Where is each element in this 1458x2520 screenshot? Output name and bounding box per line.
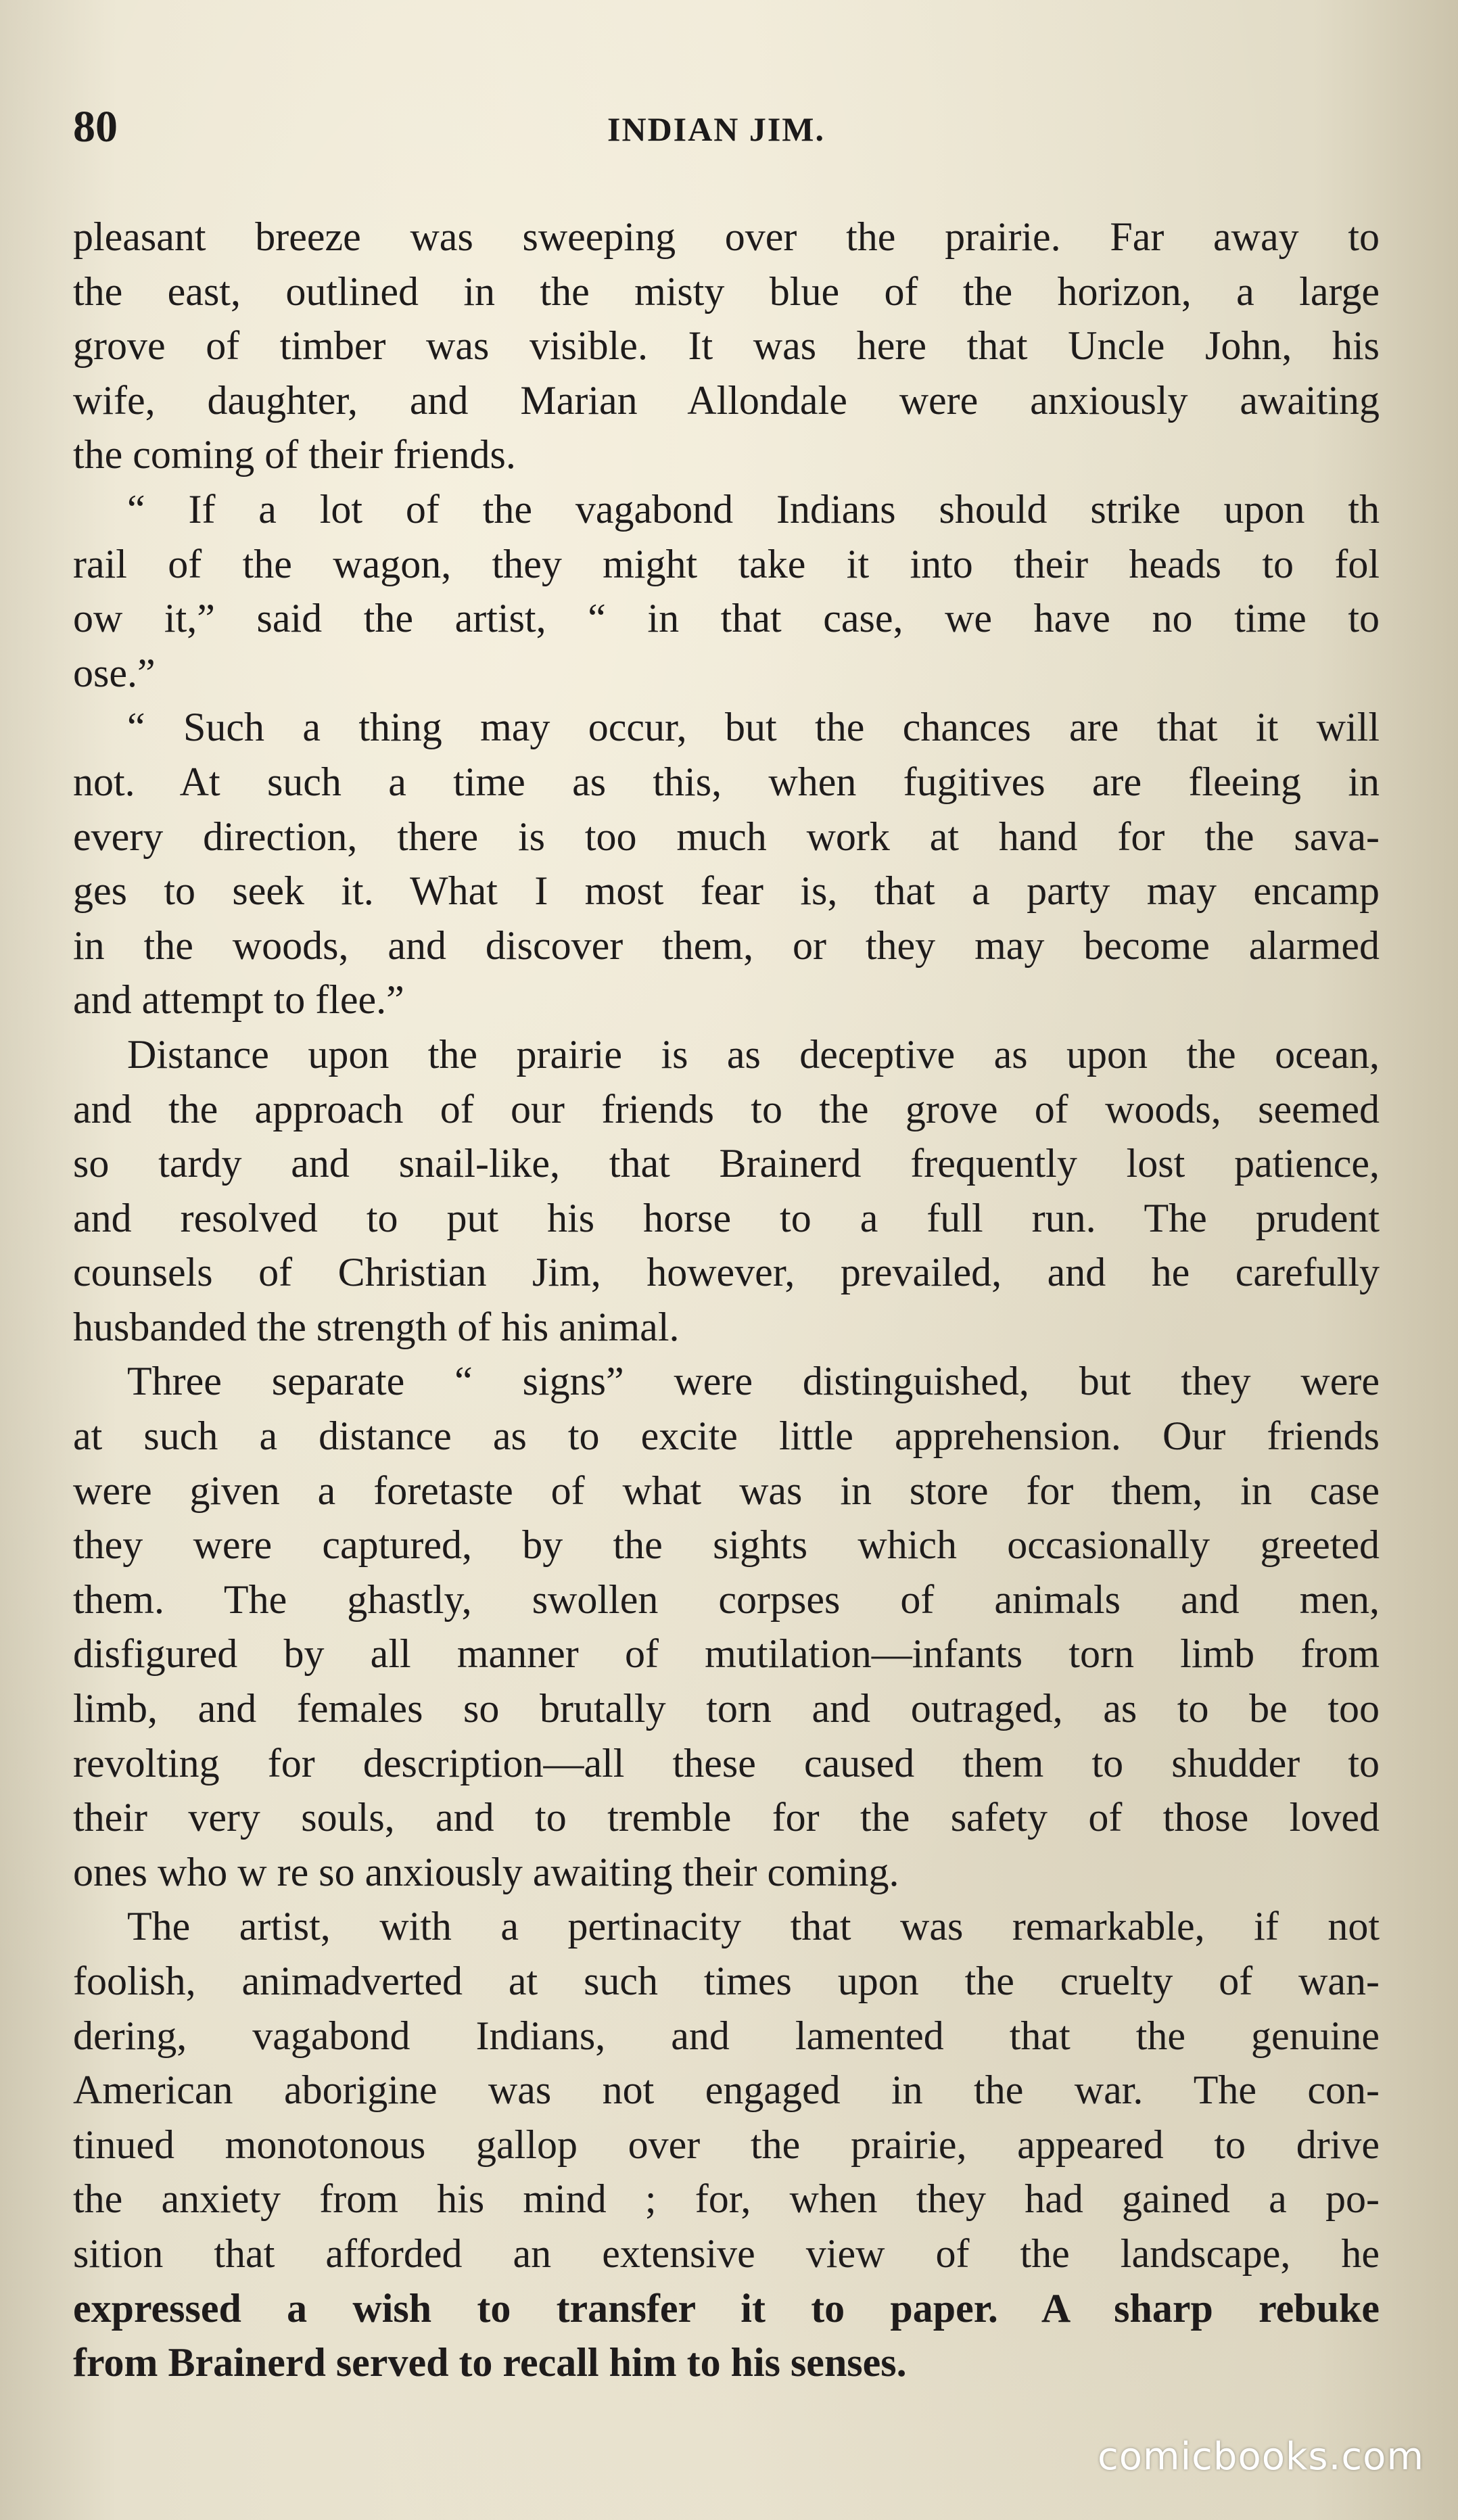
text-line: limb, and females so brutally torn and outraged, as to be too — [73, 1686, 1380, 1731]
text-line: and resolved to put his horse to a full run. The prudent — [73, 1195, 1380, 1240]
text-line: pleasant breeze was sweeping over the prairie. Far away to — [73, 214, 1380, 259]
text-line: grove of timber was visible. It was here that Uncle John, his — [73, 323, 1380, 369]
text-line: were given a foretaste of what was in store for them, in case — [73, 1468, 1380, 1513]
text-line: American aborigine was not engaged in the war. The con- — [73, 2068, 1380, 2113]
text-line: ges to seek it. What I most fear is, that a party may encamp — [73, 868, 1380, 914]
paragraph-3 — [73, 700, 1380, 1027]
text-line: The artist, with a pertinacity that was remarkable, if not — [127, 1904, 1380, 1949]
text-line: at such a distance as to excite little apprehension. Our friends — [73, 1414, 1380, 1459]
paragraph-1 — [73, 210, 1380, 482]
text-line: the coming of their friends. — [73, 432, 516, 477]
text-line: their very souls, and to tremble for the safety of those loved — [73, 1795, 1380, 1840]
text-line: expressed a wish to transfer it to paper. A sharp rebuke — [73, 2285, 1380, 2331]
paragraph-5 — [73, 1354, 1380, 1899]
text-line: revolting for description—all these caused them to shudder to — [73, 1740, 1380, 1786]
text-line: counsels of Christian Jim, however, prevailed, and he carefully — [73, 1250, 1380, 1295]
text-line: ones who w re so anxiously awaiting their coming. — [73, 1849, 899, 1894]
text-line: so tardy and snail-like, that Brainerd frequently lost patience, — [73, 1141, 1380, 1186]
text-line: Three separate “ signs” were distinguished, but they were — [127, 1359, 1380, 1404]
text-line: “ Such a thing may occur, but the chances are that it will — [127, 705, 1380, 750]
text-line: in the woods, and discover them, or they may become alarmed — [73, 923, 1380, 968]
running-head: INDIAN JIM. — [607, 110, 825, 148]
text-line: rail of the wagon, they might take it into their heads to fol — [73, 541, 1380, 586]
text-line: husbanded the strength of his animal. — [73, 1304, 680, 1349]
text-line: and attempt to flee.” — [73, 977, 404, 1023]
text-line: from Brainerd served to recall him to his senses. — [73, 2340, 907, 2385]
text-line: every direction, there is too much work at hand for the sava- — [73, 814, 1380, 859]
text-line: ow it,” said the artist, “ in that case, we have no time to — [73, 596, 1380, 641]
text-line: foolish, animadverted at such times upon the cruelty of wan- — [73, 1959, 1380, 2003]
text-line: tinued monotonous gallop over the prairie, appeared to drive — [73, 2122, 1380, 2167]
text-line: the anxiety from his mind ; for, when they had gained a po- — [73, 2176, 1380, 2222]
text-line: dering, vagabond Indians, and lamented that the genuine — [73, 2013, 1380, 2058]
text-line: not. At such a time as this, when fugitives are fleeing in — [73, 759, 1380, 804]
page-number: 80 — [73, 102, 118, 151]
text-line: they were captured, by the sights which occasionally greeted — [73, 1522, 1380, 1568]
paragraph-4 — [73, 1027, 1380, 1355]
body-text — [73, 210, 1380, 2390]
text-line: the east, outlined in the misty blue of the horizon, a large — [73, 269, 1380, 314]
text-line: ose.” — [73, 650, 156, 695]
paragraph-2 — [73, 482, 1380, 700]
text-line: sition that afforded an extensive view of the landscape, he — [73, 2231, 1380, 2276]
text-line: them. The ghastly, swollen corpses of animals and men, — [73, 1577, 1380, 1622]
text-line: disfigured by all manner of mutilation—infants torn limb from — [73, 1631, 1380, 1677]
text-line: wife, daughter, and Marian Allondale were anxiously awaiting — [73, 377, 1380, 423]
text-line: “ If a lot of the vagabond Indians should strike upon th — [127, 486, 1380, 532]
text-line: and the approach of our friends to the grove of woods, seemed — [73, 1086, 1380, 1131]
text-line: Distance upon the prairie is as deceptive as upon the ocean, — [127, 1031, 1380, 1077]
paragraph-6 — [73, 1899, 1380, 2389]
site-watermark: comicbooks.com — [1097, 2435, 1424, 2479]
page-header — [73, 101, 1385, 156]
